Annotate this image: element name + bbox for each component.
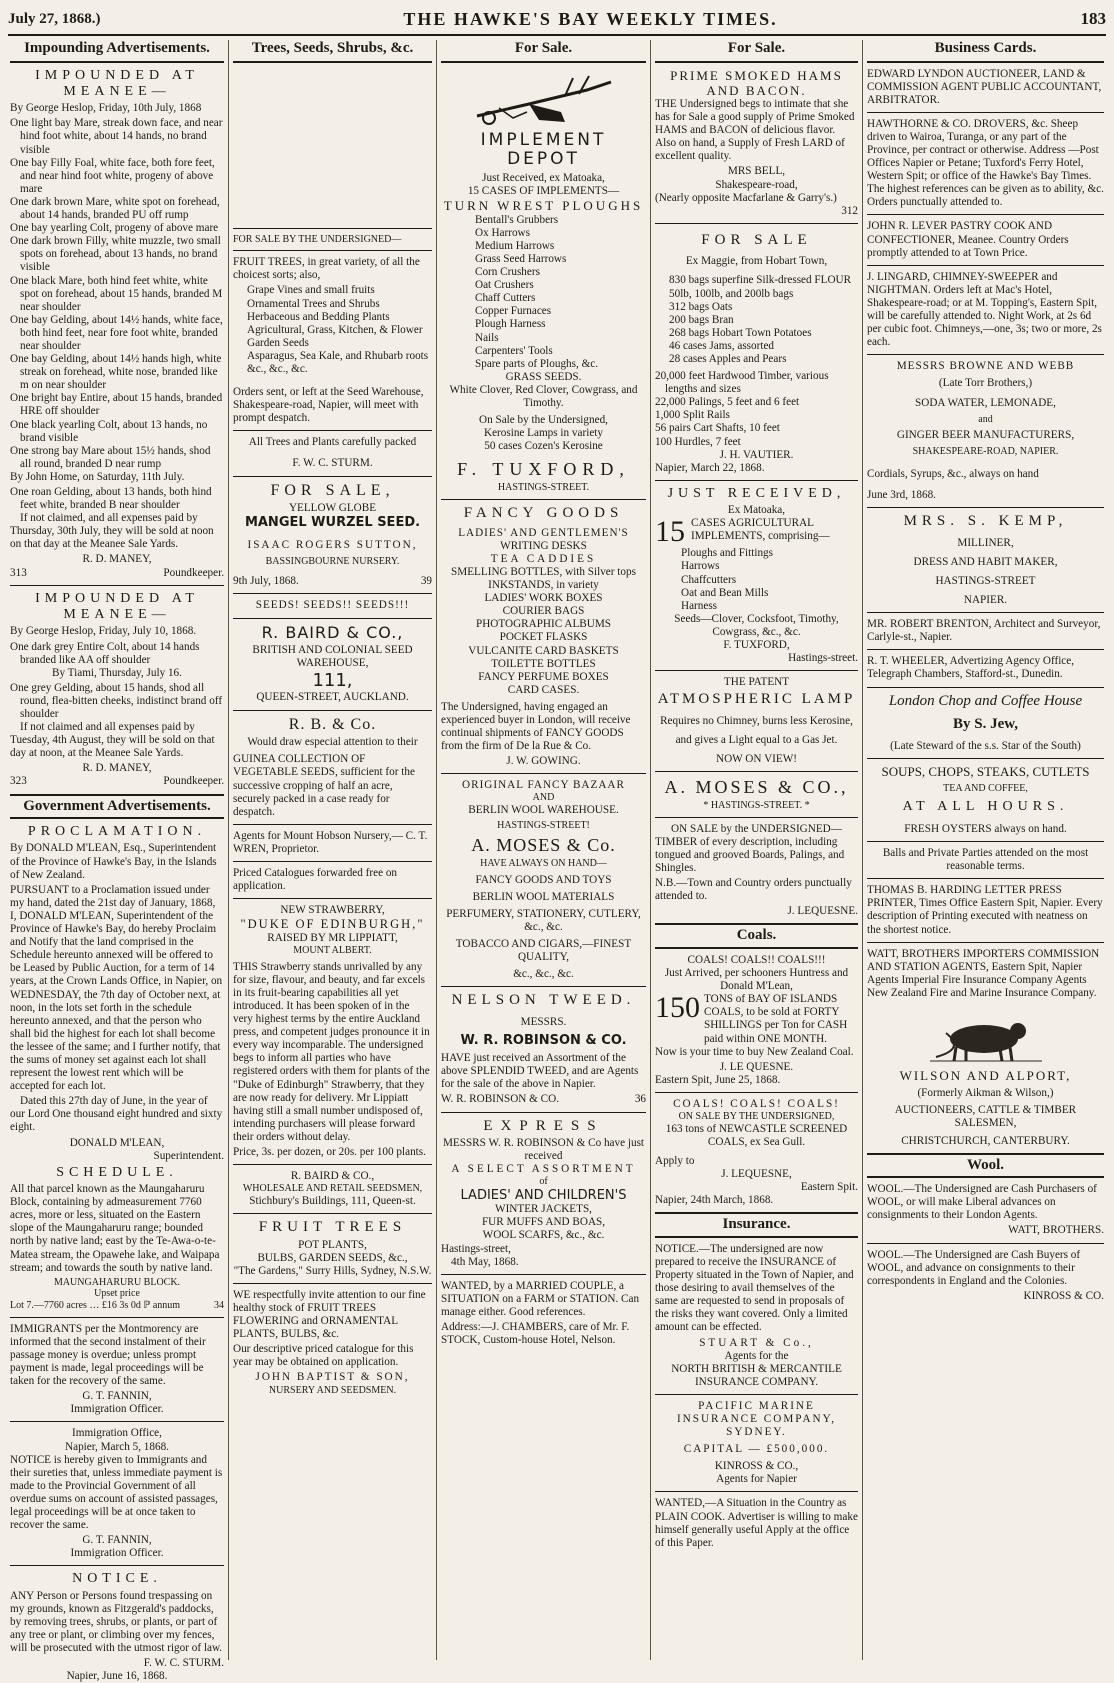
- goods-line: TOBACCO AND CIGARS,—FINEST QUALITY,: [455, 938, 632, 964]
- ad-line: and: [978, 413, 993, 425]
- ad-line: A SELECT ASSORTMENT: [451, 1163, 636, 1176]
- office-line: Immigration Office,: [72, 1427, 162, 1440]
- ad-line: CASES AGRICULTURAL IMPLEMENTS, comprising—: [691, 517, 830, 543]
- ad-number: 39: [420, 575, 432, 588]
- list-item: Grass Seed Harrows: [475, 252, 567, 265]
- ad-line: BERLIN WOOL WAREHOUSE.: [468, 804, 619, 817]
- ad-line: Kerosine Lamps in variety: [484, 427, 603, 440]
- ad-title: FANCY GOODS: [463, 505, 624, 522]
- ad-body: THE Undersigned begs to intimate that she has for Sale a good supply of Prime Smoked HAMS and BACON of delicious flavor. Also on hand, a Supply of Fresh LARD of excellent quality.: [655, 97, 855, 163]
- ad-intro: FRUIT TREES, in great variety, of all the choicest sorts; also,: [233, 256, 420, 282]
- ad-line: CAPITAL — £500,000.: [683, 1443, 830, 1456]
- ad-line: (Late Steward of the s.s. Star of the South): [890, 739, 1081, 752]
- ad-line: ON SALE BY THE UNDERSIGNED,: [678, 1111, 835, 1123]
- ad-line: GRASS SEEDS.: [505, 370, 582, 383]
- business-card: HAWTHORNE & CO. DROVERS, &c. Sheep driven to Wairoa, Turanga, or any part of the Province, per contract or otherwise. Address —Post Offices Napier or Petane; Tuxford's Ferry Hotel, Western Spit; or office of the Hawke's Bay Times. The highest references can be given as to ability, &c. Orders punctually attended to.: [867, 117, 1104, 209]
- ad-line: NAPIER.: [963, 594, 1008, 607]
- ad-line: Apply to: [655, 1154, 695, 1167]
- section-heading: Insurance.: [655, 1212, 858, 1238]
- ad-line: CHRISTCHURCH, CANTERBURY.: [901, 1134, 1070, 1147]
- notice-body: NOTICE is hereby given to Immigrants and their sureties that, unless immediate payment is made to the Provincial Government of all overdue sums on account of assisted passages, legal proceedings will be at once taken to recover the same.: [10, 1453, 223, 1532]
- ad-body: WOOL.—The Undersigned are Cash Purchasers of WOOL, or will make Liberal advances on consignments to their London Agents.: [867, 1183, 1097, 1222]
- ad-line: SODA WATER, LEMONADE,: [915, 396, 1056, 409]
- ad-title: F. TUXFORD,: [457, 459, 630, 480]
- ad-line: ON SALE by the UNDERSIGNED—: [671, 822, 842, 835]
- signature: DONALD M'LEAN,: [69, 1136, 165, 1149]
- goods-line: SMELLING BOTTLES, with Silver tops: [451, 565, 636, 578]
- ad-line: LADIES' AND CHILDREN'S: [460, 1188, 627, 1204]
- ad-body: Priced Catalogues forwarded free on application.: [233, 867, 398, 893]
- list-item: 312 bags Oats: [669, 300, 733, 313]
- ad-body: TIMBER of every description, including tongued and grooved Boards, Palings, and Shingles.: [655, 835, 845, 875]
- list-item: Corn Crushers: [475, 266, 540, 279]
- proclamation-by: By DONALD M'LEAN, Esq., Superintendent of the Province of Hawke's Bay, in the Islands of New Zealand.: [10, 842, 217, 881]
- ad-number: 323: [10, 775, 27, 788]
- ad-line: Shakespeare-road,: [715, 178, 798, 191]
- impound-item: One bay Filly Foal, white face, both fore feet, and near hind foot white, progeny of above mare: [10, 156, 215, 195]
- ad-line: AND: [532, 792, 555, 804]
- ad-line: R. BAIRD & CO.,: [290, 1170, 375, 1183]
- signature: G. T. FANNIN,: [82, 1534, 152, 1547]
- ad-line: HASTINGS-STREET.: [497, 482, 590, 494]
- ad-line: AUCTIONEERS, CATTLE & TIMBER SALESMEN,: [894, 1104, 1077, 1130]
- list-item: Harness: [681, 599, 718, 612]
- ad-title: FOR SALE: [701, 231, 812, 248]
- list-item: 28 cases Apples and Pears: [669, 353, 787, 365]
- ad-number-big: 15: [655, 515, 685, 549]
- signature: F. W. C. STURM.: [292, 457, 373, 470]
- goods-line: TOILETTE BOTTLES: [491, 657, 596, 670]
- ad-line: FUR MUFFS AND BOAS,: [481, 1216, 606, 1229]
- ad-line: Would draw especial attention to their: [247, 736, 418, 749]
- ad-line: Just Received, ex Matoaka,: [482, 172, 605, 185]
- column-for-sale-2: [650, 40, 862, 1660]
- signature: J. LEQUESNE.: [787, 905, 858, 918]
- ad-line: Requires no Chimney, burns less Kerosine,: [660, 714, 853, 727]
- section-heading: Trees, Seeds, Shrubs, &c.: [233, 40, 432, 63]
- section-heading: Business Cards.: [867, 40, 1104, 63]
- ad-line: HASTINGS-STREET!: [497, 820, 590, 832]
- ad-line: MESSRS W. R. ROBINSON & Co have just received: [442, 1137, 645, 1163]
- list-item: Medium Harrows: [475, 239, 555, 252]
- ad-big: A. MOSES & Co.: [471, 834, 616, 855]
- ad-line: ISAAC ROGERS SUTTON,: [247, 538, 418, 551]
- list-item: Nails: [475, 331, 499, 344]
- ad-body: WANTED, by a MARRIED COUPLE, a SITUATION on a FARM or STATION. Can manage either. Good references.: [441, 1279, 640, 1318]
- impound-title: IMPOUNDED AT MEANEE—: [35, 590, 199, 623]
- impound-item: One dark brown Filly, white muzzle, two small spots on forehead, about 13 hands, no brand visible: [10, 235, 221, 274]
- list-item: Ploughs and Fittings: [681, 547, 774, 560]
- ad-body: All Trees and Plants carefully packed: [248, 436, 417, 449]
- notice-title: NOTICE.: [72, 1571, 162, 1587]
- ad-line: QUEEN-STREET, AUCKLAND.: [256, 691, 409, 704]
- list-item: Copper Furnaces: [475, 305, 552, 318]
- ad-body: N.B.—Town and Country orders punctually attended to.: [655, 877, 852, 903]
- list-item: Oat Crushers: [475, 279, 534, 292]
- schedule-upset: Upset price: [94, 1288, 140, 1300]
- ad-number: 313: [10, 566, 27, 579]
- ad-line: White Clover, Red Clover, Cowgrass, and Timothy.: [449, 383, 638, 409]
- section-heading: For Sale.: [655, 40, 858, 63]
- ad-body: HAVE just received an Assortment of the above SPLENDID TWEED, and are Agents for the sale of the above in Napier.: [441, 1052, 639, 1091]
- signature: F. TUXFORD,: [723, 638, 790, 651]
- business-card: MR. ROBERT BRENTON, Architect and Surveyor, Carlyle-st., Napier.: [867, 618, 1101, 644]
- signature-title: Poundkeeper.: [163, 775, 224, 788]
- impound-item: One bay Gelding, about 14½ hands high, white streak on forehead, white nose, branded like m on near shoulder: [10, 353, 222, 392]
- date-line: Napier, June 16, 1868.: [66, 1670, 168, 1683]
- ad-title: IMPLEMENT DEPOT: [480, 129, 607, 170]
- ad-line: 111,: [312, 670, 353, 692]
- signature-title: Immigration Officer.: [70, 1547, 164, 1560]
- ad-line: DRESS AND HABIT MAKER,: [913, 555, 1058, 568]
- address-line: Hastings-street,: [441, 1242, 511, 1255]
- ad-line: Seeds—Clover, Cocksfoot, Timothy, Cowgrass, &c., &c.: [674, 612, 839, 638]
- list-item: 22,000 Palings, 5 feet and 6 feet: [655, 396, 800, 409]
- list-item: Herbaceous and Bedding Plants: [247, 310, 390, 323]
- ad-line: FRESH OYSTERS always on hand.: [904, 823, 1067, 836]
- ad-line: Hastings-street.: [788, 652, 858, 665]
- signature: R. D. MANEY,: [82, 553, 152, 566]
- signature: J. H. VAUTIER.: [719, 448, 794, 461]
- ad-line: RAISED BY MR LIPPIATT,: [267, 931, 398, 944]
- goods-line: COURIER BAGS: [502, 605, 585, 618]
- ad-line: (Late Torr Brothers,): [938, 377, 1033, 390]
- list-item: Chaffcutters: [681, 573, 737, 586]
- ad-title: MRS. S. KEMP,: [903, 513, 1068, 530]
- ad-body: WE respectfully invite attention to our fine healthy stock of FRUIT TREES FLOWERING and ORNAMENTAL PLANTS, BULBS, &c.: [233, 1288, 426, 1341]
- impound-item: One grey Gelding, about 15 hands, shod all round, flea-bitten cheeks, indistinct brand off shoulder: [10, 681, 223, 720]
- ad-line: NURSERY AND SEEDSMEN.: [268, 1384, 397, 1396]
- schedule-title: SCHEDULE.: [56, 1164, 178, 1180]
- ad-body: THIS Strawberry stands unrivalled by any for size, flavour, and beauty, and far excels in its fruit-bearing capabilities all yet introduced. It has been spoken of in the very highest terms by the entire Auckland press, and competent judges pronounce it in every way incomparable. The undersigned begs to inform all parties who have registered orders with them for plants of the "Duke of Edinburgh" Strawberry, that they are now ready for delivery. Mr Lippiatt having still a small number undisposed of, intending purchasers will please forward their orders without delay.: [233, 960, 430, 1143]
- list-item: Oat and Bean Mills: [681, 586, 769, 599]
- list-item: Asparagus, Sea Kale, and Rhubarb roots &c., &c., &c.: [247, 349, 429, 375]
- ad-heading: FOR SALE BY THE UNDERSIGNED—: [233, 233, 402, 245]
- goods-line: VULCANITE CARD BASKETS: [468, 644, 619, 657]
- ad-body: Agents for Mount Hobson Nursery,— C. T. WREN, Proprietor.: [233, 829, 428, 855]
- goods-line: TEA CADDIES: [490, 552, 597, 565]
- ad-sub: YELLOW GLOBE: [288, 502, 377, 515]
- signature: J. LEQUESNE,: [721, 1168, 792, 1181]
- ad-line: Just Arrived, per schooners Huntress and Donald M'Lean,: [664, 967, 849, 993]
- ad-line: BASSINGBOURNE NURSERY.: [265, 555, 400, 567]
- office-line: Napier, March 5, 1868.: [65, 1440, 169, 1453]
- ad-line: "DUKE OF EDINBURGH,": [240, 917, 425, 932]
- signature-title: Superintendent.: [153, 1149, 224, 1162]
- goods-line: &c., &c., &c.: [513, 968, 574, 981]
- ad-body: Orders sent, or left at the Seed Warehouse, Shakespeare-road, Napier, will meet with prompt despatch.: [233, 386, 424, 425]
- ad-number: 34: [214, 1300, 224, 1312]
- impound-by: By John Home, on Saturday, 11th July.: [10, 470, 185, 483]
- ad-line: TURN WREST PLOUGHS: [443, 198, 644, 214]
- business-card: R. T. WHEELER, Advertizing Agency Office, Telegraph Chambers, Stafford-st., Dunedin.: [867, 655, 1075, 681]
- ad-line: NEW STRAWBERRY,: [280, 904, 385, 917]
- proclamation-title: PROCLAMATION.: [27, 824, 207, 840]
- goods-line: PERFUMERY, STATIONERY, CUTLERY, &c., &c.: [446, 907, 641, 933]
- goods-line: INKSTANDS, in variety: [488, 579, 599, 592]
- date-line: Napier, March 22, 1868.: [655, 461, 765, 474]
- list-item: Harrows: [681, 560, 720, 573]
- goods-line: FANCY PERFUME BOXES: [478, 670, 609, 683]
- ad-line: Agents for Napier: [716, 1473, 797, 1486]
- signature: STUART & Co.,: [699, 1336, 814, 1349]
- ad-line: NORTH BRITISH & MERCANTILE INSURANCE COMPANY.: [671, 1362, 842, 1388]
- page-number: 183: [1080, 9, 1106, 28]
- date-line: 4th May, 1868.: [451, 1255, 519, 1268]
- ad-line: * HASTINGS-STREET. *: [703, 800, 810, 812]
- ad-body: Balls and Private Parties attended on the most reasonable terms.: [882, 847, 1089, 873]
- ad-title: JUST RECEIVED,: [667, 485, 846, 501]
- masthead-date: July 27, 1868.): [8, 10, 101, 27]
- impound-item: One bright bay Entire, about 15 hands, branded HRE off shoulder: [10, 392, 223, 418]
- list-item: Spare parts of Ploughs, &c.: [475, 357, 599, 370]
- business-card: WATT, BROTHERS IMPORTERS COMMISSION AND STATION AGENTS, Eastern Spit, Napier Agents Imperial Fire Insurance Company Agents New Zealand Fire and Marine Insurance Company.: [867, 947, 1100, 999]
- impound-item: One light bay Mare, streak down face, and near hind foot white, about 14 hands, no brand visible: [10, 117, 223, 156]
- section-heading: Government Advertisements.: [10, 794, 224, 820]
- signature: G. T. FANNIN,: [82, 1390, 152, 1403]
- goods-line: LADIES' AND GENTLEMEN'S: [458, 526, 629, 539]
- ad-body: Address:—J. CHAMBERS, care of Mr. F. STOCK, Custom-house Hotel, Nelson.: [441, 1320, 630, 1347]
- ad-line: Ex Matoaka,: [727, 504, 786, 517]
- signature: WATT, BROTHERS.: [1008, 1224, 1104, 1237]
- ad-line: Stichbury's Buildings, 111, Queen-st.: [249, 1194, 416, 1207]
- impound-footer: If not claimed, and all expenses paid by Thursday, 30th July, they will be sold at noon on that day at the Meanee Sale Yards.: [10, 512, 214, 551]
- ad-line: JOHN BAPTIST & SON,: [255, 1371, 410, 1384]
- date-line: Napier, 24th March, 1868.: [655, 1194, 774, 1207]
- column-trees-seeds: [228, 40, 436, 1660]
- ad-title: FOR SALE,: [270, 481, 395, 499]
- ad-line: WINTER JACKETS,: [495, 1203, 592, 1216]
- ad-line: MESSRS.: [520, 1015, 567, 1028]
- ad-line: WOOL SCARFS, &c., &c.: [482, 1229, 605, 1242]
- ad-line: BRITISH AND COLONIAL SEED WAREHOUSE,: [252, 644, 413, 670]
- list-item: 100 Hurdles, 7 feet: [655, 435, 741, 448]
- signature: W. R. ROBINSON & CO.: [441, 1093, 560, 1106]
- goods-line: WRITING DESKS: [500, 539, 587, 552]
- impound-item: One bay Gelding, about 14½ hands, white face, both hind feet, near fore foot white, branded near shoulder: [10, 313, 223, 352]
- section-heading: Wool.: [867, 1153, 1104, 1179]
- ad-big: W. R. ROBINSON & CO.: [460, 1032, 627, 1048]
- impound-footer: If not claimed and all expenses paid by Tuesday, 4th August, they will be sold on that day at noon, at the Meanee Sale Yards.: [10, 721, 215, 760]
- impound-item: One roan Gelding, about 13 hands, both hind feet white, branded B near shoulder: [10, 486, 212, 512]
- list-item: Ox Harrows: [475, 226, 530, 239]
- impound-item: One bay yearling Colt, progeny of above mare: [10, 222, 219, 235]
- section-heading: Coals.: [655, 923, 858, 949]
- ad-body: Now is your time to buy New Zealand Coal.: [655, 1045, 854, 1058]
- ad-line: POT PLANTS,: [298, 1238, 367, 1251]
- business-card: THOMAS B. HARDING LETTER PRESS PRINTER, Times Office Eastern Spit, Napier. Every description of Printing executed with neatness on the shortest notice.: [867, 884, 1103, 936]
- list-item: 46 cases Jams, assorted: [669, 339, 775, 352]
- ad-line: HAVE ALWAYS ON HAND—: [480, 857, 607, 869]
- column-business-cards: [862, 40, 1108, 1660]
- date-line: 9th July, 1868.: [233, 575, 299, 588]
- ad-line: TONS of BAY OF ISLANDS COALS, to be sold at FORTY SHILLINGS per Ton for CASH paid within ONE MONTH.: [704, 993, 848, 1045]
- section-heading: Impounding Advertisements.: [10, 40, 224, 63]
- plough-illustration: [469, 68, 619, 128]
- schedule-lot: Lot 7.—7760 acres … £16 3s 0d ℙ annum: [10, 1300, 181, 1312]
- immigrants-notice: IMMIGRANTS per the Montmorency are informed that the second instalment of their passage money is overdue; unless prompt payment is made, legal proceedings will be taken for the recovery of the same.: [10, 1322, 206, 1388]
- signature-title: Immigration Officer.: [70, 1403, 164, 1416]
- ad-number: 36: [634, 1093, 646, 1106]
- ad-body: NOTICE.—The undersigned are now prepared to receive the INSURANCE of Property situated in the Town of Napier, and those desiring to avail themselves of the same are requested to send in proposals of the risks they want covered. Only a limited amount can be effected.: [655, 1242, 854, 1334]
- goods-line: CARD CASES.: [507, 683, 580, 696]
- list-item: Grape Vines and small fruits: [247, 284, 375, 297]
- ad-title: ATMOSPHERIC LAMP: [657, 691, 856, 708]
- ad-line: TEA AND COFFEE,: [943, 782, 1028, 794]
- list-item: Plough Harness: [475, 318, 546, 331]
- list-item: Carpenters' Tools: [475, 344, 553, 357]
- goods-line: POCKET FLASKS: [499, 631, 588, 644]
- signature: J. LE QUESNE.: [719, 1060, 794, 1073]
- ad-number-big: 150: [655, 991, 700, 1025]
- ad-big: MANGEL WURZEL SEED.: [244, 515, 421, 531]
- ad-line: COALS! COALS!! COALS!!!: [687, 954, 826, 967]
- ad-line: SEEDS! SEEDS!! SEEDS!!!: [255, 599, 410, 612]
- ad-title: PRIME SMOKED HAMS AND BACON.: [670, 67, 843, 98]
- ad-line: HASTINGS-STREET: [935, 575, 1036, 587]
- impound-item: One dark grey Entire Colt, about 14 hands branded like AA off shoulder: [10, 640, 200, 666]
- ad-line: Ex Maggie, from Hobart Town,: [685, 255, 828, 268]
- ad-line: Agents for the: [724, 1349, 789, 1362]
- impound-by: By George Heslop, Friday, 10th July, 1868: [10, 102, 202, 115]
- ad-line: SHAKESPEARE-ROAD, NAPIER.: [912, 446, 1059, 458]
- schedule-body: All that parcel known as the Maungaharuru Block, containing by admeasurement 7760 acres, more or less, situated on the Eastern slope of the Maungaharuru range; bounded north by native land; east by the Te-Awa-o-te-Matea stream, the Opawehe lake, and Waipapa stream; and towards the south by native land.: [10, 1183, 220, 1274]
- cattle-illustration: [926, 1003, 1046, 1065]
- schedule-block: MAUNGAHARURU BLOCK.: [53, 1276, 181, 1288]
- ad-title: PACIFIC MARINE INSURANCE COMPANY, SYDNEY.: [676, 1399, 837, 1439]
- masthead-title: THE HAWKE'S BAY WEEKLY TIMES.: [403, 8, 778, 29]
- ad-line: MOUNT ALBERT.: [293, 945, 372, 957]
- ad-line: MILLINER,: [957, 536, 1014, 549]
- list-item: Agricultural, Grass, Kitchen, & Flower Garden Seeds: [247, 323, 423, 349]
- ad-body: GUINEA COLLECTION OF VEGETABLE SEEDS, sufficient for the successive cropping of half an acre, securely packed in a case ready for despatch.: [233, 753, 415, 818]
- section-heading: For Sale.: [441, 40, 646, 63]
- list-item: 20,000 feet Hardwood Timber, various lengths and sizes: [655, 370, 829, 396]
- list-item: 56 pairs Cart Shafts, 10 feet: [655, 422, 780, 435]
- ad-big: R. BAIRD & CO.,: [261, 622, 404, 642]
- ad-line: of: [539, 1176, 548, 1188]
- goods-line: PHOTOGRAPHIC ALBUMS: [475, 618, 611, 631]
- ad-line: AT ALL HOURS.: [902, 798, 1069, 814]
- date-line: June 3rd, 1868.: [867, 489, 936, 502]
- ad-big: R. B. & Co.: [288, 715, 377, 733]
- business-card: EDWARD LYNDON AUCTIONEER, LAND & COMMISSION AGENT PUBLIC ACCOUNTANT, ARBITRATOR.: [867, 67, 1102, 106]
- ad-body: Price, 3s. per dozen, or 20s. per 100 plants.: [233, 1146, 426, 1159]
- signature: J. W. GOWING.: [506, 755, 581, 768]
- ad-body: Our descriptive priced catalogue for this year may be obtained on application.: [233, 1343, 414, 1369]
- list-item: Chaff Cutters: [475, 292, 536, 305]
- column-for-sale-1: [436, 40, 650, 1660]
- proclamation-body: PURSUANT to a Proclamation issued under my hand, dated the 21st day of January, 1868, I, DONALD M'LEAN, Superintendent of the Province of Hawke's Bay, do hereby Proclaim and Notify that the land comprised in the Schedule hereunto annexed will be offered to be Leased by Public Auction, for a term of 14 years, at the Crown Lands Office, in Napier, on WEDNESDAY, the 7th day of October next, at noon, in the lots set forth in the schedule hereunto annexed, and that the person who shall bid the highest for each lot shall become the lessee of the same; and I further notify, that the sums of money set against each lot shall represent the lowest rent which will be accepted for each lot.: [10, 883, 223, 1093]
- ad-body: WANTED,—A Situation in the Country as PLAIN COOK. Advertiser is willing to make himself generally useful Apply at the office of this Paper.: [655, 1497, 858, 1549]
- list-item: 1,000 Split Rails: [655, 409, 730, 422]
- goods-line: LADIES' WORK BOXES: [484, 592, 603, 605]
- ad-line: Eastern Spit.: [800, 1181, 858, 1194]
- business-card: J. LINGARD, CHIMNEY-SWEEPER and NIGHTMAN. Orders left at Mac's Hotel, Shakespeare-road; or at M. Topping's, Eastern Spit, will be carefully attended to. Night Work, at 2s 6d per cubic foot. Chimneys,—one, 3s; two or more, 2s each.: [867, 270, 1102, 349]
- business-card: JOHN R. LEVER PASTRY COOK AND CONFECTIONER, Meanee. Country Orders promptly attended to at Town Price.: [867, 220, 1069, 259]
- ad-title: NELSON TWEED.: [451, 992, 636, 1009]
- ad-body: The Undersigned, having engaged an experienced buyer in London, will receive continual shipments of FANCY GOODS from the firm of De la Rue & Co.: [441, 700, 631, 753]
- ad-line: GINGER BEER MANUFACTURERS,: [896, 429, 1075, 442]
- column-impounding: [6, 40, 228, 1683]
- ad-line: On Sale by the Undersigned,: [479, 414, 608, 427]
- ad-body: WOOL.—The Undersigned are Cash Buyers of WOOL, and advance on consignments to their correspondents in England and the Colonies.: [867, 1248, 1081, 1287]
- list-item: 830 bags superfine Silk-dressed FLOUR 50lb, 100lb, and 200lb bags: [669, 274, 852, 300]
- list-item: Ornamental Trees and Shrubs: [247, 297, 380, 310]
- ad-line: NOW ON VIEW!: [716, 752, 797, 765]
- impound-item: One black Mare, both hind feet white, white spot on forehead, about 15 hands, branded M near shoulder: [10, 274, 223, 313]
- ad-line: Cordials, Syrups, &c., always on hand: [867, 468, 1039, 481]
- signature: R. D. MANEY,: [82, 762, 152, 775]
- ad-title: FRUIT TREES: [258, 1219, 407, 1236]
- signature: MRS BELL,: [727, 165, 786, 178]
- impound-by: By George Heslop, Friday, July 10, 1868.: [10, 625, 197, 638]
- ad-title: EXPRESS: [483, 1117, 604, 1134]
- ad-line: 163 tons of NEWCASTLE SCREENED COALS, ex Sea Gull.: [665, 1122, 848, 1148]
- signature-title: Poundkeeper.: [163, 566, 224, 579]
- impound-item: One black yearling Colt, about 13 hands, no brand visible: [10, 418, 208, 444]
- ad-title: London Chop and Coffee House: [888, 692, 1083, 709]
- ad-line: WHOLESALE AND RETAIL SEEDSMEN,: [242, 1183, 423, 1195]
- proclamation-dated: Dated this 27th day of June, in the year of our Lord One thousand eight hundred and sixty eight.: [10, 1095, 223, 1134]
- goods-line: BERLIN WOOL MATERIALS: [472, 890, 615, 903]
- ad-line: By S. Jew,: [952, 716, 1018, 733]
- ad-big: A. MOSES & CO.,: [664, 777, 849, 798]
- impound-item: One dark brown Mare, white spot on forehead, about 14 hands, branded PU off rump: [10, 195, 220, 222]
- list-item: 200 bags Bran: [669, 313, 734, 326]
- trespass-body: ANY Person or Persons found trespassing on my grounds, known as Fitzgerald's paddocks, by removing trees, shrubs, or plants, or part of any tree or plant, or climbing over my fences, will be prosecuted with the utmost rigor of law.: [10, 1589, 223, 1655]
- ad-line: ORIGINAL FANCY BAZAAR: [462, 779, 625, 792]
- ad-line: "The Gardens," Surry Hills, Sydney, N.S.W.: [233, 1264, 432, 1277]
- date-line: Eastern Spit, June 25, 1868.: [655, 1073, 781, 1086]
- signature: KINROSS & CO.: [1023, 1289, 1104, 1302]
- list-item: 268 bags Hobart Town Potatoes: [669, 326, 812, 339]
- ad-line: (Nearly opposite Macfarlane & Garry's.): [655, 191, 837, 204]
- ad-line: (Formerly Aikman & Wilson,): [917, 1087, 1054, 1100]
- signature: F. W. C. STURM.: [143, 1657, 224, 1670]
- ad-line: 50 cases Cozen's Kerosine: [484, 440, 603, 453]
- masthead: [8, 4, 1106, 36]
- impound-by: By Tiami, Thursday, July 16.: [52, 666, 182, 679]
- goods-line: FANCY GOODS AND TOYS: [475, 873, 612, 886]
- ad-number: 312: [841, 204, 858, 217]
- ad-line: 15 CASES OF IMPLEMENTS—: [467, 185, 620, 198]
- impound-item: One strong bay Mare about 15½ hands, shod all round, branded D near rump: [10, 444, 211, 470]
- ad-line: COALS! COALS! COALS!: [673, 1097, 840, 1110]
- ad-title: MESSRS BROWNE AND WEBB: [896, 360, 1075, 373]
- impound-title: IMPOUNDED AT MEANEE—: [35, 67, 199, 99]
- ad-line: BULBS, GARDEN SEEDS, &c.,: [257, 1251, 408, 1264]
- list-item: Bentall's Grubbers: [475, 213, 559, 226]
- ad-line: SOUPS, CHOPS, STEAKS, CUTLETS: [881, 763, 1090, 779]
- ad-line: THE PATENT: [723, 676, 790, 689]
- ad-title: WILSON AND ALPORT,: [899, 1068, 1072, 1084]
- ad-line: and gives a Light equal to a Gas Jet.: [675, 733, 838, 746]
- signature: KINROSS & CO.,: [714, 1460, 799, 1473]
